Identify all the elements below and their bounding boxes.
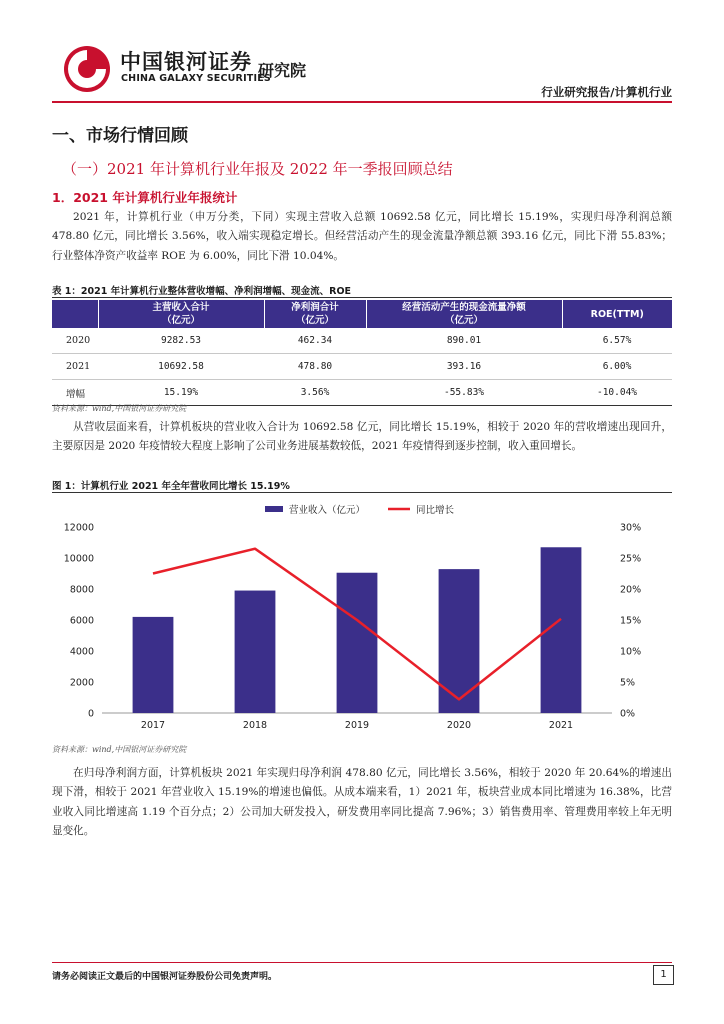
table-cell: 2020 (52, 328, 98, 354)
table-row (52, 354, 672, 380)
table-header-cell: ROE(TTM) (562, 300, 672, 328)
footer-disclaimer: 请务必阅读正文最后的中国银河证券股份公司免责声明。 (52, 972, 278, 982)
table-cell: 6.00% (562, 354, 672, 380)
paragraph-2: 从营收层面来看，计算机板块的营业收入合计为 10692.58 亿元，同比增长 15.19%，相较于 2020 年的营收增速出现回升，主要原因是 2020 年疫情较大程度上影响了公司业务进展基数较低，2021 年疫情得到逐步控制，收入重回增长。 (52, 421, 672, 453)
table-header-cell (52, 300, 98, 328)
table-cell: 9282.53 (98, 328, 264, 354)
page-number: 1 (653, 965, 674, 985)
y2-tick-label: 15% (620, 615, 642, 627)
legend-label-bar: 营业收入（亿元） (289, 505, 366, 516)
y2-tick-label: 25% (620, 553, 642, 565)
table-cell: 890.01 (366, 328, 562, 354)
galaxy-logo-icon (62, 44, 112, 94)
table-header-cell (98, 300, 264, 328)
legend-label-line: 同比增长 (416, 505, 455, 516)
table-row (52, 328, 672, 354)
brand-name-en: CHINA GALAXY SECURITIES (121, 73, 271, 84)
table-caption: 表 1：2021 年计算机行业整体营收增幅、净利润增幅、现金流、ROE (52, 286, 352, 297)
bar (337, 573, 378, 713)
brand-name-cn: 中国银河证券 (120, 50, 252, 74)
y2-tick-label: 0% (620, 708, 636, 720)
table-cell: 478.80 (264, 354, 366, 380)
bar (439, 569, 480, 713)
header-line-b: （亿元） (444, 315, 483, 326)
table-cell: 3.56% (264, 380, 366, 406)
table-cell: 2021 (52, 354, 98, 380)
y-tick-label: 2000 (69, 677, 94, 689)
x-tick-label: 2020 (446, 720, 472, 731)
table-cell: -10.04% (562, 380, 672, 406)
y-tick-label: 8000 (69, 584, 94, 596)
table-row (52, 380, 672, 406)
x-tick-label: 2021 (548, 720, 574, 731)
header-line-b: （亿元） (161, 315, 200, 326)
y2-tick-label: 20% (620, 584, 642, 596)
institute-name: 研究院 (258, 61, 307, 80)
legend-swatch-bar (265, 506, 283, 512)
table-header-cell (264, 300, 366, 328)
footer-divider (52, 962, 672, 963)
sub-subsection-heading: 1．2021 年计算机行业年报统计 (52, 190, 238, 205)
figure-source: 资料来源：wind,中国银河证券研究院 (52, 745, 187, 754)
doc-type-label: 行业研究报告/计算机行业 (541, 85, 672, 99)
paragraph-1: 2021 年，计算机行业（申万分类，下同）实现主营收入总额 10692.58 亿元，同比增长 15.19%，实现归母净利润总额 478.80 亿元，同比增长 3.56%，收入端实现稳定增长。但经营活动产生的现金流量净额总额 393.16 亿元，同比下滑 55.83%；行业整体净资产收益率 ROE 为 6.00%，同比下滑 10.04%。 (52, 211, 672, 262)
table-header-cell (366, 300, 562, 328)
header-line-a: 净利润合计 (291, 302, 339, 313)
y2-tick-label: 30% (620, 522, 642, 534)
x-tick-label: 2019 (344, 720, 370, 731)
table-source: 资料来源：wind,中国银河证券研究院 (52, 404, 187, 413)
stats-table (52, 300, 672, 406)
header-line-b: （亿元） (295, 315, 334, 326)
table-cell: 15.19% (98, 380, 264, 406)
table-cell: 462.34 (264, 328, 366, 354)
table-cell: 393.16 (366, 354, 562, 380)
y2-tick-label: 10% (620, 646, 642, 658)
y-tick-label: 12000 (63, 522, 94, 534)
y-tick-label: 0 (87, 708, 94, 720)
bar (235, 591, 276, 713)
figure-caption: 图 1：计算机行业 2021 年全年营收同比增长 15.19% (52, 481, 290, 492)
y-tick-label: 4000 (69, 646, 94, 658)
header-divider (52, 101, 672, 103)
table-cell: -55.83% (366, 380, 562, 406)
header-line-a: 经营活动产生的现金流量净额 (402, 302, 526, 313)
table-caption-rule (52, 297, 672, 298)
table-cell: 10692.58 (98, 354, 264, 380)
table-cell: 6.57% (562, 328, 672, 354)
y-tick-label: 6000 (69, 615, 94, 627)
section-heading: 一、市场行情回顾 (52, 126, 188, 146)
figure-caption-rule (52, 492, 672, 493)
x-tick-label: 2018 (242, 720, 268, 731)
bar (133, 617, 174, 713)
revenue-growth-chart (52, 495, 672, 740)
y2-tick-label: 5% (620, 677, 636, 689)
y-tick-label: 10000 (63, 553, 94, 565)
subsection-heading: （一）2021 年计算机行业年报及 2022 年一季报回顾总结 (62, 160, 453, 178)
table-header-row (52, 300, 672, 328)
x-tick-label: 2017 (140, 720, 166, 731)
paragraph-3: 在归母净利润方面，计算机板块 2021 年实现归母净利润 478.80 亿元，同比增长 3.56%，相较于 2020 年 20.64%的增速出现下滑，相较于 2021 年营业收入 15.19%的增速也偏低。从成本端来看，1）2021 年，板块营业成本同比增速为 16.38%，比营业收入同比增速高 1.19 个百分点；2）公司加大研发投入，研发费用率同比提高 7.96%；3）销售费用率、管理费用率较上年无明显变化。 (52, 767, 672, 838)
header-line-a: 主营收入合计 (152, 302, 210, 313)
table-cell: 增幅 (52, 380, 98, 406)
